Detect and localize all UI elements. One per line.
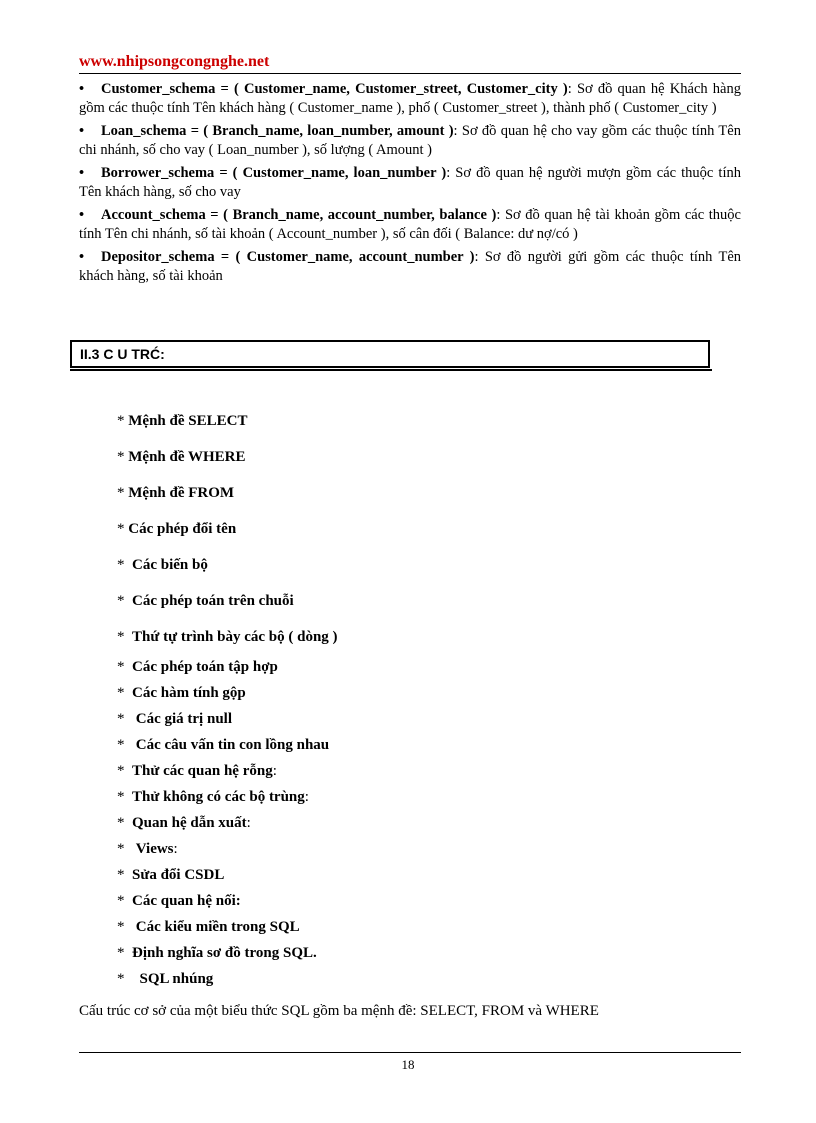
topic-item — [117, 815, 251, 832]
schema-description: : Sơ đồ quan hệ cho vay gồm các thuộc tính Tên chi nhánh, số cho vay ( Loan_number ), số lượng ( Amount ) — [79, 123, 741, 158]
header-divider — [79, 73, 741, 74]
topic-item — [117, 659, 278, 676]
topic-label: Các hàm tính gộp — [132, 685, 246, 701]
topic-item — [117, 919, 300, 936]
topic-item — [117, 685, 246, 702]
asterisk-icon: * — [117, 449, 125, 465]
schema-definition: Customer_schema = ( Customer_name, Customer_street, Customer_city ) — [101, 81, 568, 97]
bullet-icon: • — [79, 81, 85, 97]
topic-suffix: : — [246, 815, 251, 831]
schema-description: : Sơ đồ quan hệ Khách hàng gồm các thuộc tính Tên khách hàng ( Customer_name ), phố ( Customer_street ), thành phố ( Customer_city ) — [79, 81, 741, 116]
topic-suffix: : — [173, 841, 178, 857]
asterisk-icon: * — [117, 685, 125, 701]
section-heading-box — [70, 340, 710, 368]
topic-label: Mệnh đề SELECT — [128, 413, 248, 429]
asterisk-icon: * — [117, 815, 125, 831]
topic-label: Các giá trị null — [135, 711, 232, 727]
asterisk-icon: * — [117, 593, 125, 609]
schema-definition: Depositor_schema = ( Customer_name, account_number ) — [101, 249, 475, 265]
schema-item — [79, 248, 741, 286]
asterisk-icon: * — [117, 867, 125, 883]
topic-item — [117, 945, 317, 962]
topic-label: Quan hệ dẫn xuất — [132, 815, 247, 831]
asterisk-icon: * — [117, 629, 125, 645]
topic-item — [117, 867, 224, 884]
topic-label: Views — [135, 841, 174, 857]
topic-item — [117, 971, 213, 988]
schema-item — [79, 80, 741, 118]
asterisk-icon: * — [117, 659, 125, 675]
schema-item — [79, 206, 741, 244]
asterisk-icon: * — [117, 737, 125, 753]
topic-item — [117, 841, 178, 858]
footer-divider — [79, 1052, 741, 1053]
asterisk-icon: * — [117, 919, 125, 935]
topic-item — [117, 413, 247, 430]
topic-item — [117, 557, 208, 574]
topic-suffix: : — [304, 789, 309, 805]
bullet-icon: • — [79, 123, 85, 139]
schema-description: : Sơ đồ người gửi gồm các thuộc tính Tên khách hàng, số tài khoản — [79, 249, 741, 284]
bullet-icon: • — [79, 207, 85, 223]
topic-suffix: : — [272, 763, 277, 779]
topic-label: Các kiểu miền trong SQL — [135, 919, 300, 935]
topic-label: Các phép toán tập hợp — [132, 659, 278, 675]
asterisk-icon: * — [117, 557, 125, 573]
topic-item — [117, 593, 294, 610]
topic-label: Các câu vấn tin con lồng nhau — [135, 737, 330, 753]
schema-definition: Account_schema = ( Branch_name, account_number, balance ) — [101, 207, 497, 223]
topic-label: Các phép đổi tên — [128, 521, 237, 537]
topic-label: Mệnh đề WHERE — [128, 449, 246, 465]
schema-definition: Borrower_schema = ( Customer_name, loan_number ) — [101, 165, 447, 181]
asterisk-icon: * — [117, 789, 125, 805]
schema-item — [79, 164, 741, 202]
topic-item — [117, 485, 234, 502]
topic-item — [117, 789, 309, 806]
page-number: 18 — [401, 1057, 415, 1072]
topic-label: Các quan hệ nối: — [132, 893, 241, 909]
bullet-icon: • — [79, 165, 85, 181]
summary-paragraph: Cấu trúc cơ sở của một biểu thức SQL gồm ba mệnh đề: SELECT, FROM và WHERE — [79, 1003, 599, 1019]
asterisk-icon: * — [117, 763, 125, 779]
schema-item — [79, 122, 741, 160]
topic-item — [117, 893, 241, 910]
topic-label: SQL nhúng — [139, 971, 214, 987]
section-title: II.3 C U TRĆ: — [80, 346, 165, 362]
schema-description: : Sơ đồ quan hệ người mượn gồm các thuộc tính Tên khách hàng, số cho vay — [79, 165, 741, 200]
asterisk-icon: * — [117, 893, 125, 909]
topic-label: Định nghĩa sơ đồ trong SQL. — [132, 945, 317, 961]
asterisk-icon: * — [117, 485, 125, 501]
asterisk-icon: * — [117, 521, 125, 537]
schema-definition: Loan_schema = ( Branch_name, loan_number, amount ) — [101, 123, 454, 139]
schema-description: : Sơ đồ quan hệ tài khoản gồm các thuộc tính Tên chi nhánh, số tài khoản ( Account_number ), số cân đối ( Balance: dư nợ/có ) — [79, 207, 741, 242]
topic-item — [117, 737, 329, 754]
asterisk-icon: * — [117, 413, 125, 429]
topic-item — [117, 629, 338, 646]
topic-item — [117, 711, 232, 728]
topic-label: Mệnh đề FROM — [128, 485, 235, 501]
topic-item — [117, 521, 236, 538]
topic-label: Các phép toán trên chuỗi — [132, 593, 294, 609]
topic-item — [117, 763, 277, 780]
asterisk-icon: * — [117, 945, 125, 961]
site-header-link[interactable]: www.nhipsongcongnghe.net — [79, 53, 270, 70]
asterisk-icon: * — [117, 971, 125, 987]
topic-label: Sửa đổi CSDL — [132, 867, 225, 883]
schema-list — [79, 80, 741, 290]
topic-label: Thử không có các bộ trùng — [132, 789, 305, 805]
topic-label: Thứ tự trình bày các bộ ( dòng ) — [132, 629, 338, 645]
asterisk-icon: * — [117, 711, 125, 727]
topic-item — [117, 449, 246, 466]
bullet-icon: • — [79, 249, 85, 265]
topic-label: Các biến bộ — [132, 557, 208, 573]
topic-label: Thử các quan hệ rỗng — [132, 763, 273, 779]
asterisk-icon: * — [117, 841, 125, 857]
